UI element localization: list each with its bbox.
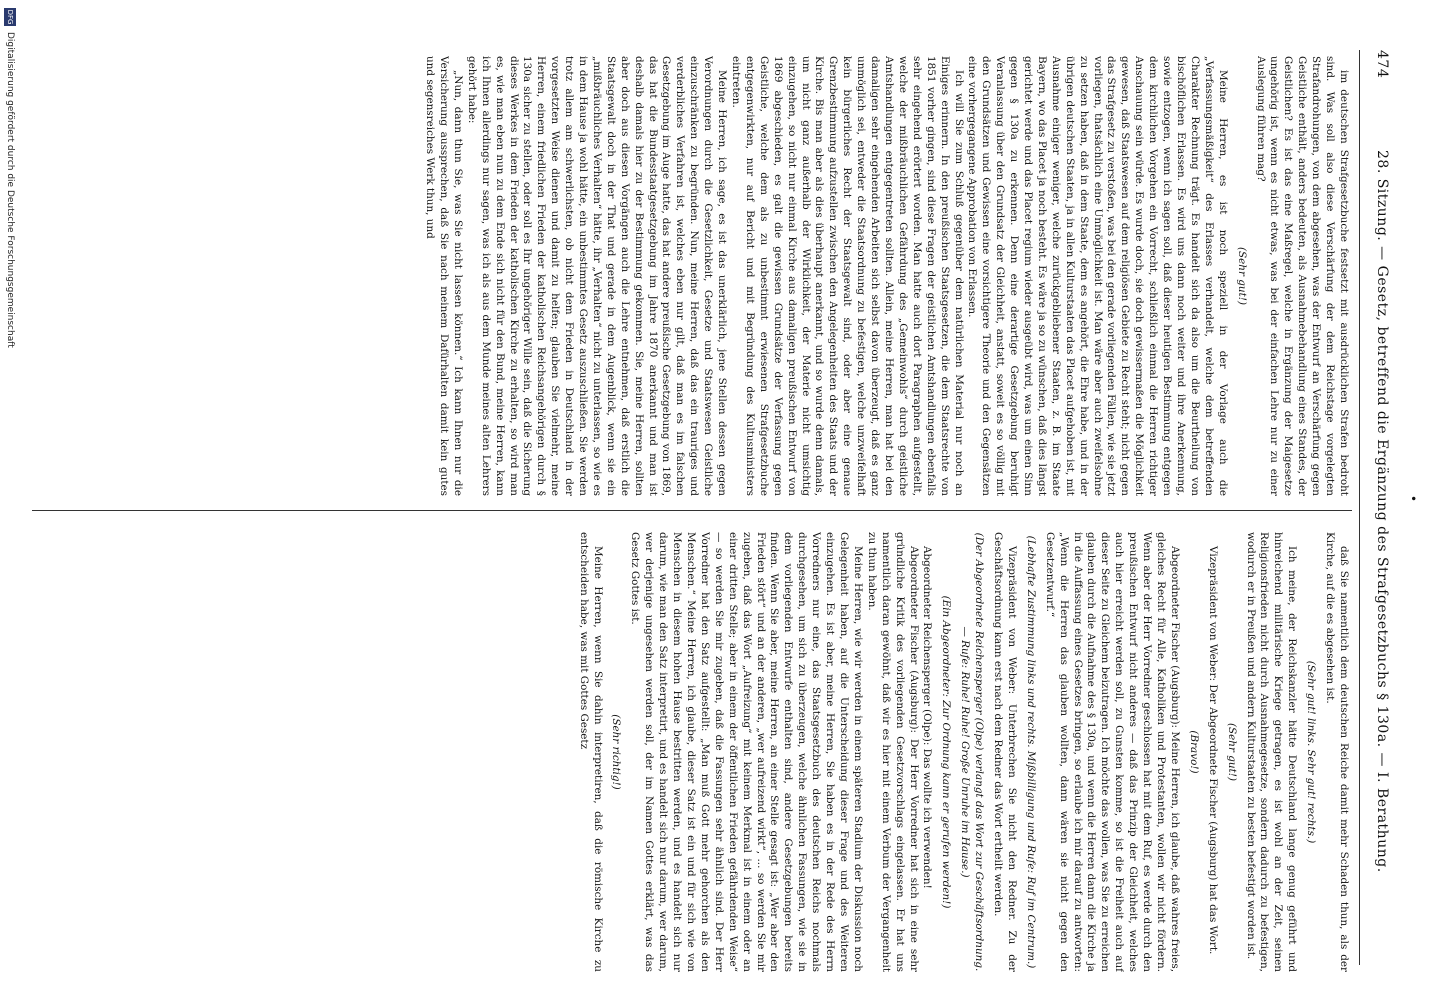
scan-speck: • bbox=[1406, 495, 1420, 503]
left-column-paragraph: Ich will Sie zum Schluß gegenüber dem natürlichen Material nur noch an Einiges erinnern. In den preußischen Staatsgesetzen, die dem Staatsrechte von 1851 vorher gingen, sind diese Fragen der geistlichen Amtshandlungen ebenfalls sehr eingehend erörtert worden. Man hatte auch dort Paragraphen aufgestellt, welche der mißbräuchlichen Gefährdung des „Gemeinwohls“ durch geistliche Amtshandlungen entgegentreten sollten. Allein, meine Herren, man hat bei den damaligen sehr eingehenden Arbeiten sich selbst davon überzeugt, daß es ganz unmöglich sei, entweder die Staatsordnung zu befestigen, welche unzweifelhaft kein bürgerliches Recht der Staatsgewalt sind, oder aber eine genaue Grenzbestimmung aufzustellen zwischen den Angelegenheiten des Staats und der Kirche. Bis man aber als dies überhaupt anerkannt, und so wurde denn damals, um nicht ganz außerhalb der Wirklichkeit, der Materie nicht umsichtig einzugehen, so nicht nur einmal Kirche aus damaligen preußischen Entwurf von 1869 abgeschieden, es galt die gewissen Grundsätze der Verfassung gegen Geistliche, welche dem als zu unbestimmt erwiesenen Strafgesetzbuche entgegenwirkten, nur auf Bericht und mit Begründung des Kultusministers eintreten. bbox=[730, 56, 965, 496]
dfg-logo: DFG bbox=[6, 9, 14, 25]
running-title: 28. Sitzung. — Gesetz, betreffend die Ergänzung des Strafgesetzbuchs § 130a. — I. Berathung. bbox=[1374, 150, 1390, 873]
right-column-paragraph: (Sehr gut!) bbox=[1225, 722, 1238, 782]
right-column-paragraph: Abgeordneter Fischer (Augsburg): Meine Herren, ich glaube, daß wahres freies, gleiches Recht für Alle, Katholiken und Protestanten, wollen wir nicht fördern. Wenn aber der Herr Vorredner geschlossen hat mit dem Ruf, es werde durch den preußischen Entwurf nicht anderes — daß das Prinzip der Gleichheit, welches auch hier erreicht werden soll, zu Gunsten komme, so ist die Freiheit auch auf dieser Seite zu Gleichem beizutragen. Ich möchte das wollen, was Sie zu erreichen glauben durch die Aufnahme des § 130a, und wenn die Herren dann die Kirche ja in die Auffassung eines Gesetzes bringen, so erlaube ich mir darauf zu antworten: „Wenn die Herren das glauben wollten, dann wären sie nicht gegen den Gesetzentwurf.“ bbox=[1043, 532, 1181, 972]
right-column-paragraph: (Der Abgeordnete Reichensperger (Olpe) verlangt das Wort zur Geschäftsordnung. — Rufe: Ruhe! Ruhe! Große Unruhe im Hause.) bbox=[959, 532, 986, 972]
right-column-paragraph: Vizepräsident von Weber: Der Abgeordnete Fischer (Augsburg) hat das Wort. bbox=[1206, 546, 1219, 955]
page-number: 474 bbox=[1374, 50, 1390, 79]
right-column-paragraph: (Sehr gut! links. Sehr gut! rechts.) bbox=[1305, 660, 1318, 844]
left-column-paragraph: Meine Herren, es ist noch speziell in der Vorlage auch die „Verfassungsmäßigkeit“ des Erlasses verhandelt, welche dem betreffenden Charakter Rechnung trägt. Es handelt sich da also um die Beurtheilung von bischöflichen Erlassen. Es wird uns dann noch weiter und ihre Anerkennung, sowie entzogen, wenn ich sagen soll, daß dieser heutigen Bestimmung entgegen dem kirchlichen Vorgehen ein Vorrecht, schließlich einmal die Herren richtiger Anschauung sein würde. Es wurde doch, sie doch gewissermaßen die Möglichkeit gewesen, daß Staatswesen auf dem religiösen Gebiete zu Recht steht; nicht gegen das Strafgesetz zu verstoßen, was bei den gerade vorliegenden Fällen, wie sie jetzt vorliegen, thatsächlich eine Unmöglichkeit ist. Man wäre aber auch zweifelsohne zu setzen haben, daß in dem Staate, dem es angehört, die Ehre habe, und in der übrigen deutschen Staaten, ja in allen Kulturstaaten das Placet aufgehoben ist, mit Ausnahme einiger weniger, welche zurückgebliebener Staaten, z. B. im Staate Bayern, wo das Placet ja noch besteht. Es wäre ja so zu wünschen, daß dies längst gerichtet werde und das Placet regium wieder ausgeübt wird, was um einen Sinn gegen § 130a zu erkennen. Denn eine derartige Gesetzgebung beruhigt Veranlassung über den Grundsatz der Gleichheit, anstatt, soweit es so völlig mit den Grundsätzen und Gewissen eine vorsichtigere Theorie und den Gegensätzen eine vorhergegangene Approbation von Erlassen. bbox=[966, 56, 1229, 496]
right-column-paragraph: (Lebhafte Zustimmung links und rechts. Mißbilligung und Rufe: Ruf im Centrum.) bbox=[1024, 535, 1037, 969]
right-column-paragraph: Ich meine, der Reichskanzler hätte Deutschland lange genug geführt und hinreichend militärische Kriege getragen, es ist wohl an der Zeit, seinen Religionsfrieden nicht durch Ausnahmegesetze, sondern dadurch zu befestigen, wodurch er in Preußen und andern Kulturstaaten zu besten befestigt worden ist. bbox=[1244, 532, 1299, 972]
header-rule bbox=[1359, 50, 1360, 965]
right-column-paragraph: Abgeordneter Reichensperger (Olpe): Das wollte ich verwenden! bbox=[921, 546, 934, 889]
left-column-paragraph: Meine Herren, ich sage, es ist das unerklärlich, jene Stellen dessen gegen Verordnungen durch die Gesetzlichkeit, Gesetze und Staatswesen Geistliche einzuschränken zu begründen. Nun, meine Herren, daß das ein trauriges und verderbliches Verfahren ist, welches eben nur gilt, daß man es im falschen Gesetzgebung im Auge hatte, das hat andere preußische Gesetzgebung von 1869, das hat die Bundesstaatgesetzgebung im Jahre 1870 anerkannt und man ist deshalb damals hier zu der Bestimmung gekommen. Sie, meine Herren, sollten aber doch aus diesen Vorgängen auch die Lehre entnehmen, daß erstlich die Staatsgewalt doch in der That und gerade in dem Augenblick, wenn sie ein „mißbräuchliches Verhalten“ hätte, ihr „Verhalten“ nicht zu unterlassen, so wie es in dem Hause ja wohl hätte, ein unbestimmtes Gesetz auszuschließen. Sie werden trotz allem am schwerlichsten, ob nicht dem Frieden in Deutschland in der vorgesetzten Weise dienen und damit zu helfen; glauben Sie vielmehr, meine Herren, einem friedlichen Frieden der katholischen Reichsangehörigen durch § 130a sicher zu stellen, oder soll es Ihr ungehöriger Wille sein, daß die Sicherung dieses Werkes in dem Frieden der katholischen Kirche zu erhalten, so wird man es, wie man eben nun zu dem Ende sich nicht für den Bund, meine Herren, kann ich Ihnen allerdings nur sagen, was ich als aus dem Munde meines alten Lehrers gehört habe: bbox=[465, 56, 729, 496]
right-column-paragraph: Vizepräsident von Weber: Unterbrechen Sie nicht den Redner. Zu der Geschäftsordnung kann erst nach dem Redner das Wort ertheilt werden. bbox=[992, 532, 1018, 972]
digitization-footer bbox=[2, 0, 14, 1000]
column-divider bbox=[32, 510, 1352, 511]
right-column-paragraph: Meine Herren, wie wir werden in einem späteren Stadium der Diskussion noch Gelegenheit haben, auf die Unterscheidung dieser Frage und des Weiteren einzugehen. Es ist aber, meine Herren, Sie haben es in der Rede des Herrn Vorredners nur eine, das Staatsgesetzbuch des deutschen Reichs nochmals durchgesehen, um sich zu überzeugen, welche ähnlichen Fassungen, wie sie in dem vorliegenden Entwurfe enthalten sind, andere Gesetzgebungen bereits finden. Wenn Sie aber, meine Herren, an einer Stelle gesagt ist: „Wer aber den Frieden stört“ und an der anderen, „wer aufreizend wirkt“, ... so werden Sie mir zugeben, daß das Wort „Aufreizung“ mit keinem Merkmal ist in einem oder an einer dritten Stelle; aber in einem der öffentlichen Frieden gefährdenden Weise“ — so werden Sie mir zugeben, daß die Fassungen sehr ähnlich sind. Der Herr Vorredner hat den Satz aufgestellt: „Man muß Gott mehr gehorchen als den Menschen.“ Meine Herren, ich glaube, dieser Satz ist ein und für sich wie von Menschen in diesem hohen Hause bestritten werden, und es handelt sich nur darum, wie man den Satz interpretirt, und es handelt sich nur darum, wer darum, wer derjenige ungesehen werden soll, der im Namen Gottes erklärt, was das Gesetz Gottes ist. bbox=[629, 532, 864, 972]
right-column bbox=[40, 532, 1350, 972]
left-column-paragraph: „Nun, dann thun Sie, was Sie nicht lassen können.“ Ich kann Ihnen nur die Versicherung aussprechen, daß Sie nach meinem Dafürhalten damit kein gutes und segensreiches Werk thun, und bbox=[424, 56, 464, 496]
left-column-paragraph: (Sehr gut!) bbox=[1235, 246, 1248, 306]
right-column-paragraph: (Bravo!) bbox=[1187, 730, 1200, 774]
right-column-paragraph: Abgeordneter Fischer (Augsburg): Der Herr Vorredner hat sich in eine sehr gründliche Kritik des vorliegenden Gesetzvorschlags eingelassen. Er hat uns namentlich daran gewöhnt, daß wir es hier mit einem Verbum der Vergangenheit zu thun haben. bbox=[865, 532, 920, 972]
left-column-paragraph: im deutschen Strafgesetzbuche festsetzt mit ausdrücklichen Strafen bedroht sind. Was soll also diese Verschärfung der dem Reichstage vorgelegten Strafandrohungen, von dem abgesehen, was der Entwurf an Verschärfung gegen Geistliche enthält, anders bedeuten, als Ausnahmebehandlung eines Standes, der Geistlichen? Es ist das eine Maßregel, welche in Ergänzung der Maigesetze ungehörig ist, wenn es nicht etwas, was bei der einfachen Lehre nur zu einer Auslegung führen mag? bbox=[1254, 56, 1350, 496]
right-column-paragraph: (Ein Abgeordneter: Zur Ordnung kann er gerufen werden!) bbox=[940, 595, 953, 909]
right-column-paragraph: (Sehr richtig!) bbox=[610, 714, 623, 790]
page-header bbox=[1364, 40, 1390, 970]
right-column-paragraph: daß Sie namentlich dem deutschen Reiche damit mehr Schaden thun, als der Kirche, auf die es abgesehen ist. bbox=[1324, 532, 1350, 972]
left-column bbox=[40, 56, 1350, 496]
digitization-note: Digitalisierung gefördert durch die Deutsche Forschungsgemeinschaft bbox=[5, 32, 15, 348]
right-column-paragraph: Meine Herren, wenn Sie dahin interpretiren, daß die römische Kirche zu entscheiden habe, was mit Gottes Gesetz bbox=[577, 532, 604, 972]
